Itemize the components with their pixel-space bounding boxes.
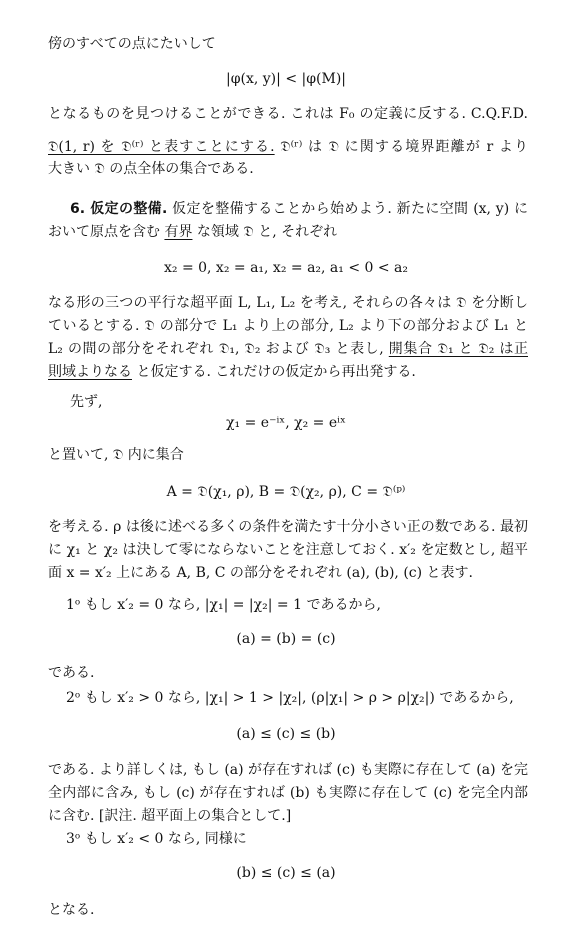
text-segment: な領域 𝔇 と, それぞれ (192, 224, 338, 240)
display-equation: A = 𝔇(χ₁, ρ), B = 𝔇(χ₂, ρ), C = 𝔇⁽ᵖ⁾ (166, 484, 406, 500)
text-line: を考える. ρ は後に述べる多くの条件を満たす十分小さい正の数である. 最初 (48, 519, 528, 535)
text-line: 全内部に含み, もし (c) が存在すれば (b) も実際に存在して (c) を完全内部 (48, 785, 528, 801)
case-line: 2ᵒ もし x′₂ > 0 なら, |χ₁| > 1 > |χ₂|, (ρ|χ₁| > ρ > ρ|χ₂|) であるから, (66, 690, 514, 706)
text-segment: 𝔇⁽ʳ⁾ は 𝔇 に関する境界距離が r より (274, 139, 528, 155)
display-equation: χ₁ = e⁻ⁱˣ, χ₂ = eⁱˣ (226, 415, 346, 431)
text-line: なる形の三つの平行な超平面 L, L₁, L₂ を考え, それらの各々は 𝔇 を分断し (48, 295, 528, 311)
section-line (70, 198, 528, 220)
text-line: と置いて, 𝔇 内に集合 (48, 447, 184, 463)
underlined-text: 則域よりなる (48, 364, 132, 380)
text-segment: と仮定する. これだけの仮定から再出発する. (132, 364, 416, 380)
text-line (48, 221, 528, 243)
text-line: である. より詳しくは, もし (a) が存在すれば (c) も実際に存在して (a) を完 (48, 762, 528, 778)
text-line: となるものを見つけることができる. これは F₀ の定義に反する. C.Q.F.D. (48, 106, 528, 122)
display-equation: (a) = (b) = (c) (236, 631, 336, 647)
text-line: に含む. [訳注. 超平面上の集合として.] (48, 808, 292, 824)
display-equation: |φ(x, y)| < |φ(M)| (226, 71, 346, 87)
underlined-text: 開集合 𝔇₁ と 𝔇₂ は正 (388, 341, 528, 357)
text-line (48, 361, 528, 383)
section-heading: 6. 仮定の整備. (70, 201, 168, 217)
underlined-text: 有界 (164, 224, 193, 240)
text-line: 先ず, (70, 394, 103, 410)
text-line: 面 x = x′₂ 上にある A, B, C の部分をそれぞれ (a), (b), (c) と表す. (48, 565, 473, 581)
text-line: に χ₁ と χ₂ は決して零にならないことを注意しておく. x′₂ を定数とし, 超平 (48, 542, 528, 558)
case-line: 3ᵒ もし x′₂ < 0 なら, 同様に (66, 831, 247, 847)
text-line (48, 136, 528, 158)
case-line: 1ᵒ もし x′₂ = 0 なら, |χ₁| = |χ₂| = 1 であるから, (66, 597, 381, 613)
display-equation: x₂ = 0, x₂ = a₁, x₂ = a₂, a₁ < 0 < a₂ (163, 260, 409, 276)
text-line: 大きい 𝔇 の点全体の集合である. (48, 161, 254, 177)
text-line: 傍のすべての点にたいして (48, 36, 216, 52)
text-line: となる. (48, 902, 95, 918)
display-equation: (a) ≤ (c) ≤ (b) (236, 726, 336, 742)
text-segment: 仮定を整備することから始めよう. 新たに空間 (x, y) に (167, 201, 528, 217)
underlined-text: 𝔇(1, r) を 𝔇⁽ʳ⁾ と表すことにする. (48, 139, 275, 155)
text-line: ているとする. 𝔇 の部分で L₁ より上の部分, L₂ より下の部分および L₁ と (48, 318, 528, 334)
text-line: である. (48, 665, 95, 681)
text-line (48, 338, 528, 360)
text-segment: おいて原点を含む (48, 224, 165, 240)
text-segment: L₂ の間の部分をそれぞれ 𝔇₁, 𝔇₂ および 𝔇₃ と表し, (48, 341, 389, 357)
display-equation: (b) ≤ (c) ≤ (a) (236, 865, 336, 881)
